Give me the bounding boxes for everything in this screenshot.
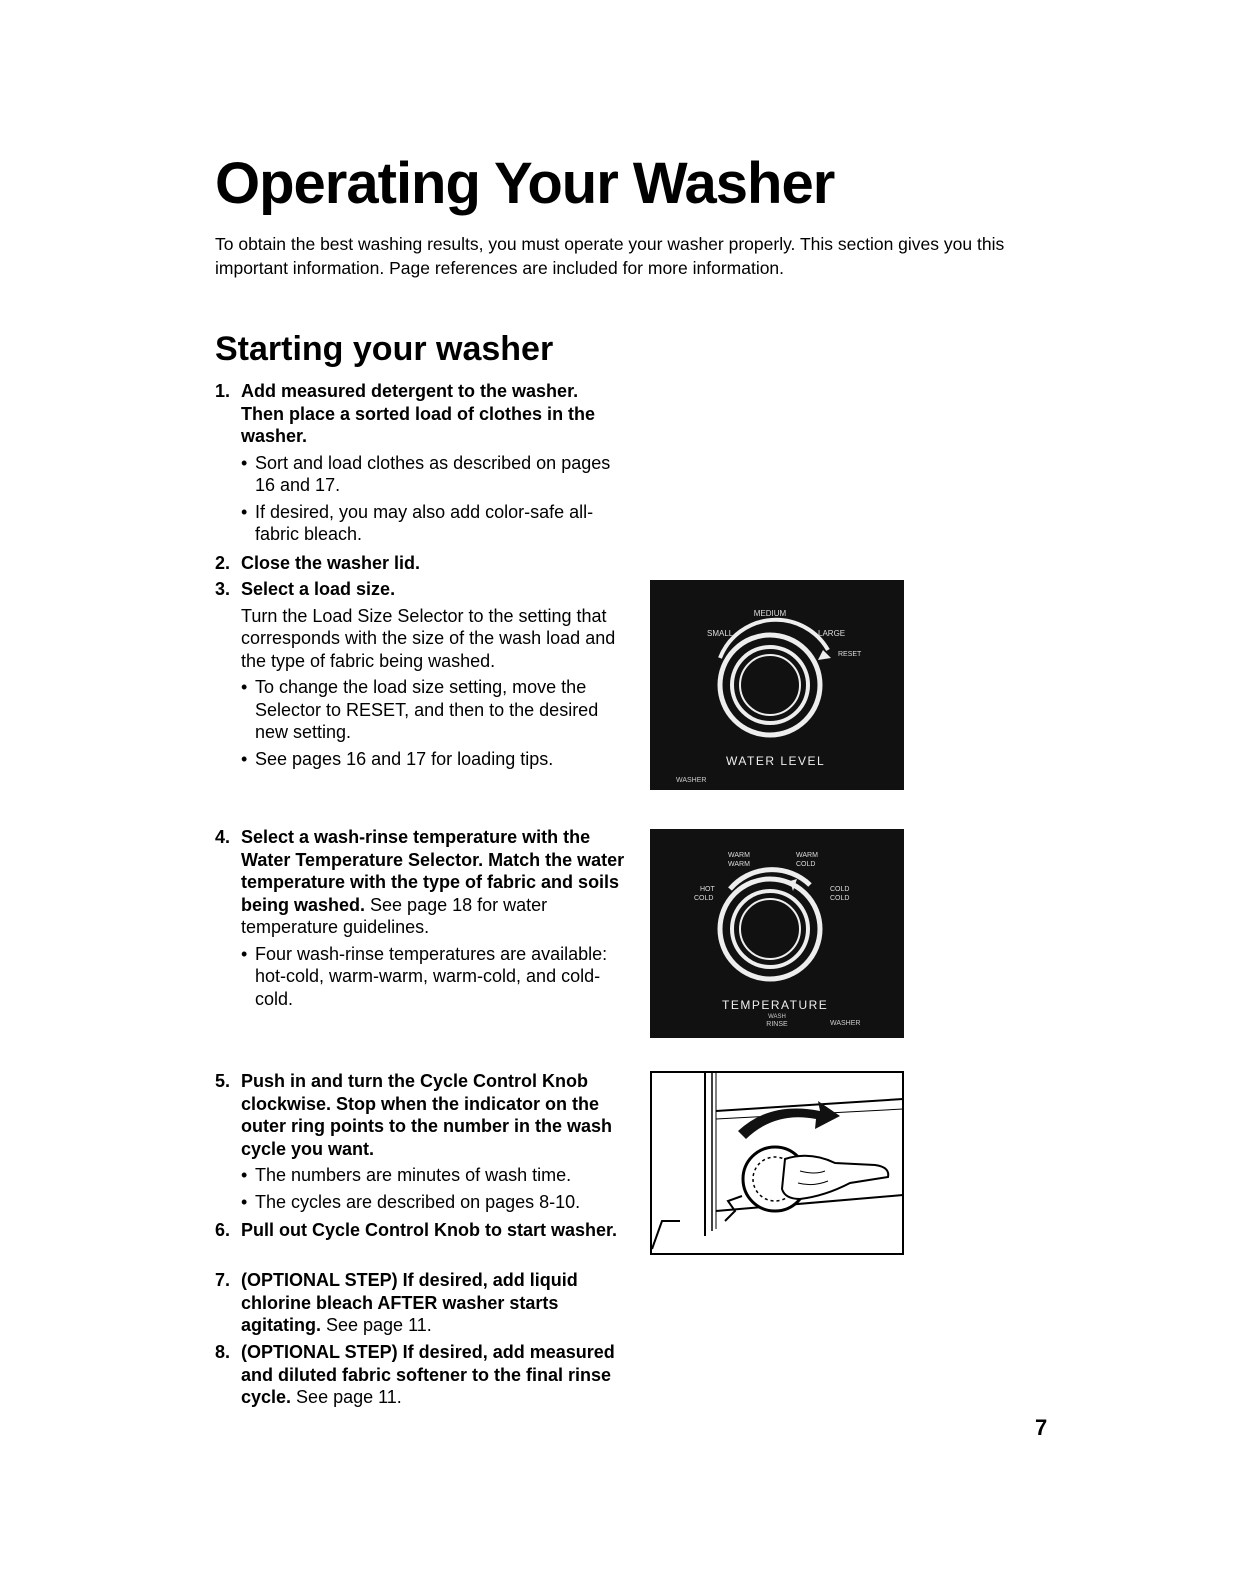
step-heading: Close the washer lid.	[241, 553, 421, 573]
step-bullet: • If desired, you may also add color-safe all-fabric bleach.	[241, 501, 625, 546]
label-cold-cold-bottom: COLD	[830, 895, 850, 902]
step-heading-text: Select a wash-rinse temperature with the Water Temperature Selector. Match the water temperature with the type of fabric and soils being washed.	[241, 827, 625, 915]
label-warm-cold-top: WARM	[796, 852, 818, 859]
label-small: SMALL	[707, 629, 734, 638]
temperature-dial-illustration	[650, 829, 904, 1038]
step-7	[215, 1269, 625, 1337]
step-heading-text: (OPTIONAL STEP) If desired, add measured and diluted fabric softener to the final rinse cycle.	[241, 1342, 615, 1407]
step-1	[215, 380, 625, 546]
step-number: 5.	[215, 1071, 231, 1091]
step-4	[215, 826, 625, 1010]
step-heading	[241, 826, 625, 939]
step-bullet: • See pages 16 and 17 for loading tips.	[241, 748, 625, 771]
step-5	[215, 1070, 625, 1213]
step-number: 7.	[215, 1270, 231, 1290]
step-heading: Add measured detergent to the washer. Then place a sorted load of clothes in the washer.	[241, 381, 596, 446]
label-large: LARGE	[818, 629, 846, 638]
section-title: Starting your washer	[215, 330, 554, 368]
label-warm-cold-bottom: COLD	[796, 861, 816, 868]
step-reference: See page 11.	[291, 1387, 402, 1407]
cycle-knob-illustration	[650, 1071, 904, 1255]
step-number: 1.	[215, 381, 231, 401]
label-warm-warm-top: WARM	[728, 852, 750, 859]
step-reference: See page 11.	[321, 1315, 432, 1335]
label-medium: MEDIUM	[753, 609, 787, 618]
step-heading: Select a load size.	[241, 579, 396, 599]
temperature-panel	[650, 829, 904, 1038]
water-level-knob	[720, 635, 820, 735]
step-8	[215, 1341, 625, 1409]
temperature-title: TEMPERATURE	[722, 998, 829, 1012]
step-bullet: • The numbers are minutes of wash time.	[241, 1164, 625, 1187]
label-hot-cold-bottom: COLD	[694, 895, 714, 902]
label-cold-cold-top: COLD	[830, 886, 850, 893]
step-heading-text: (OPTIONAL STEP) If desired, add liquid chlorine bleach AFTER washer starts agitating.	[241, 1270, 578, 1335]
label-warm-warm-bottom: WARM	[728, 861, 750, 868]
label-wash: WASH	[768, 1014, 786, 1020]
step-body: Turn the Load Size Selector to the setting that corresponds with the size of the wash load and the type of fabric being washed.	[241, 605, 616, 671]
temperature-knob	[720, 879, 820, 979]
step-number: 6.	[215, 1220, 231, 1240]
step-bullet: • Sort and load clothes as described on pages 16 and 17.	[241, 452, 625, 497]
water-level-panel	[650, 580, 904, 790]
label-reset: RESET	[838, 651, 862, 658]
label-hot-cold-top: HOT	[700, 886, 715, 893]
step-heading: Push in and turn the Cycle Control Knob clockwise. Stop when the indicator on the outer ring points to the number in the wash cycle you want.	[241, 1071, 613, 1159]
step-reference: See page 18 for water temperature guidelines.	[241, 894, 548, 937]
page-number: 7	[1035, 1415, 1048, 1440]
water-level-title: WATER LEVEL	[726, 754, 826, 768]
page-title: Operating Your Washer	[215, 151, 835, 216]
water-level-dial-illustration	[650, 580, 904, 790]
step-heading	[241, 1341, 625, 1409]
step-bullet: • To change the load size setting, move the Selector to RESET, and then to the desired new setting.	[241, 676, 625, 744]
step-6	[215, 1219, 625, 1242]
step-number: 3.	[215, 579, 231, 599]
step-number: 4.	[215, 827, 231, 847]
step-3	[215, 578, 625, 770]
step-number: 2.	[215, 553, 231, 573]
step-2	[215, 552, 625, 575]
step-bullet: • The cycles are described on pages 8-10.	[241, 1191, 625, 1214]
water-level-brand: WASHER	[676, 777, 707, 784]
intro-paragraph: To obtain the best washing results, you must operate your washer properly. This section gives you this important information. Page references are included for more information.	[215, 234, 1005, 278]
step-bullet: • Four wash-rinse temperatures are available: hot-cold, warm-warm, warm-cold, and cold-cold.	[241, 943, 625, 1011]
hand-turning-knob-drawing	[650, 1071, 904, 1255]
step-heading: Pull out Cycle Control Knob to start washer.	[241, 1220, 618, 1240]
step-number: 8.	[215, 1342, 231, 1362]
temperature-brand: WASHER	[830, 1020, 861, 1027]
label-rinse: RINSE	[766, 1021, 788, 1028]
step-heading	[241, 1269, 625, 1337]
